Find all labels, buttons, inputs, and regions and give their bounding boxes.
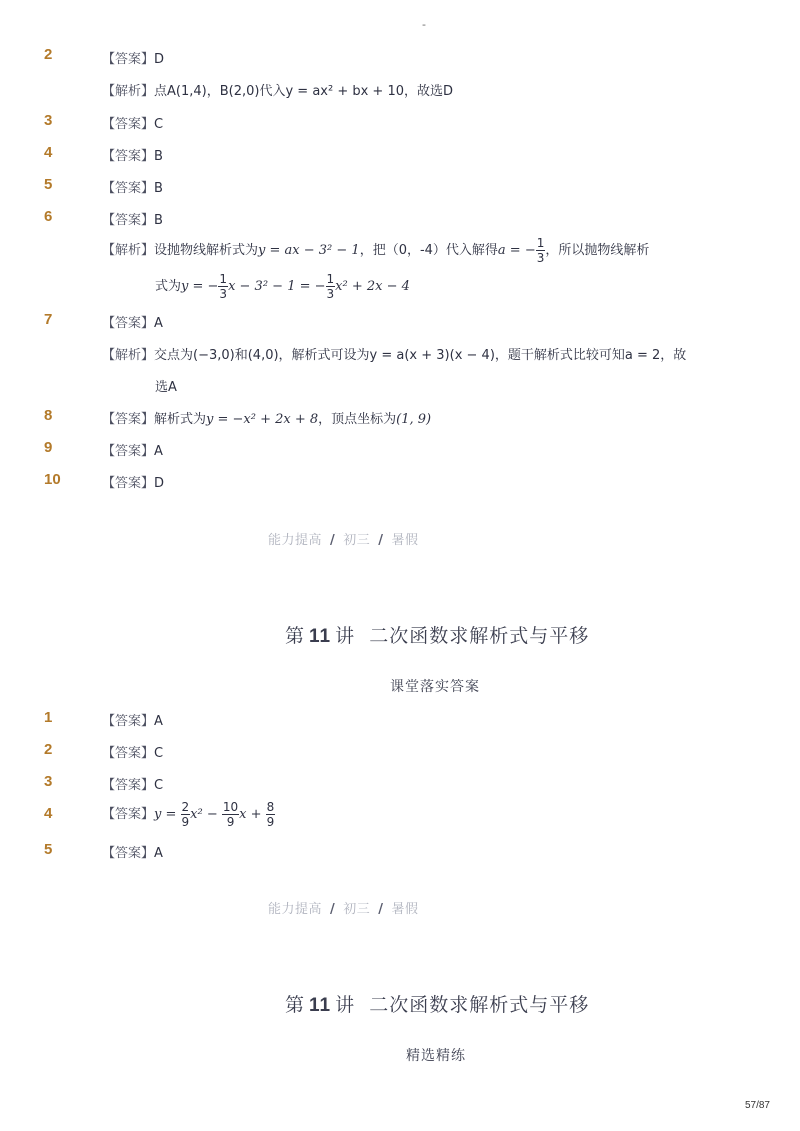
question-number: 2 <box>44 741 53 758</box>
answer-label: 【答案】C <box>102 746 164 761</box>
question-number: 4 <box>44 144 53 161</box>
section-subtitle: 课堂落实答案 <box>390 679 480 695</box>
page-footer: 能力提高 / 初三 / 暑假 <box>268 533 419 548</box>
top-mark: - <box>422 18 426 31</box>
answer-label: 【答案】A <box>102 846 163 861</box>
analysis-line: 【解析】交点为(−3,0)和(4,0)，解析式可设为y = a(x + 3)(x − 4)，题干解析式比较可知a = 2，故 <box>102 348 687 363</box>
analysis-line: 【解析】设抛物线解析式为y = ax − 3² − 1，把（0，-4）代入解得a = − $\frac{1}{3}$ ，所以抛物线解析 <box>102 236 650 265</box>
fraction: $\frac{1}{3}$ <box>219 272 228 301</box>
question-number: 6 <box>44 208 53 225</box>
question-number: 10 <box>44 471 61 488</box>
fraction: $\frac{2}{9}$ <box>181 800 190 829</box>
page-footer: 能力提高 / 初三 / 暑假 <box>268 902 419 917</box>
question-number: 7 <box>44 311 53 328</box>
question-number: 3 <box>44 112 53 129</box>
fraction: $\frac{1}{3}$ <box>536 236 545 265</box>
answer-value: D <box>154 52 165 67</box>
analysis-text: 交点为(−3,0)和(4,0)，解析式可设为y = a(x + 3)(x − 4)，题干解析式比较可知a = 2，故 <box>154 348 687 363</box>
section-title: 第 11 讲 二次函数求解析式与平移 <box>285 994 590 1016</box>
answer-label: 【答案】A <box>102 316 163 331</box>
answer-value: D <box>154 476 165 491</box>
question-number: 5 <box>44 176 53 193</box>
question-number: 2 <box>44 46 53 63</box>
answer-value: B <box>154 149 163 164</box>
question-number: 3 <box>44 773 53 790</box>
answer-value: C <box>154 778 164 793</box>
fraction: $\frac{1}{3}$ <box>326 272 335 301</box>
answer-label: 【答案】B <box>102 181 163 196</box>
analysis-continuation: 式为y = − $\frac{1}{3}$ x − 3² − 1 = − $\frac{1}{3}$ x² + 2x − 4 <box>155 272 410 301</box>
answer-label: 【答案】解析式为y = −x² + 2x + 8，顶点坐标为(1, 9) <box>102 412 432 427</box>
answer-label: 【答案】C <box>102 117 164 132</box>
answer-value: A <box>154 444 163 459</box>
answer-label: 【答案】A <box>102 444 163 459</box>
question-number: 4 <box>44 805 53 822</box>
answer-value: B <box>154 213 163 228</box>
answer-value: A <box>154 846 163 861</box>
section-title: 第 11 讲 二次函数求解析式与平移 <box>285 625 590 647</box>
question-number: 5 <box>44 841 53 858</box>
page-number: 57/87 <box>744 1100 770 1111</box>
answer-value: C <box>154 117 164 132</box>
fraction: $\frac{10}{9}$ <box>222 800 239 829</box>
answer-label: 【答案】y = $\frac{2}{9}$ x² − $\frac{10}{9}$ x + $\frac{8}{9}$ <box>102 800 275 829</box>
section-subtitle: 精选精练 <box>406 1048 466 1064</box>
fraction: $\frac{8}{9}$ <box>266 800 275 829</box>
answer-label: 【答案】A <box>102 714 163 729</box>
answer-value: C <box>154 746 164 761</box>
answer-label: 【答案】C <box>102 778 164 793</box>
question-number: 1 <box>44 709 53 726</box>
analysis-text: 点A(1,4)，B(2,0)代入y = ax² + bx + 10，故选D <box>154 84 453 99</box>
answer-label: 【答案】B <box>102 149 163 164</box>
answer-value: A <box>154 316 163 331</box>
answer-label: 【答案】D <box>102 476 165 491</box>
question-number: 9 <box>44 439 53 456</box>
answer-value: A <box>154 714 163 729</box>
answer-label: 【答案】D <box>102 52 165 67</box>
answer-value: B <box>154 181 163 196</box>
analysis-continuation: 选A <box>155 380 177 395</box>
answer-label: 【答案】B <box>102 213 163 228</box>
analysis-line: 【解析】点A(1,4)，B(2,0)代入y = ax² + bx + 10，故选D <box>102 84 453 99</box>
question-number: 8 <box>44 407 53 424</box>
